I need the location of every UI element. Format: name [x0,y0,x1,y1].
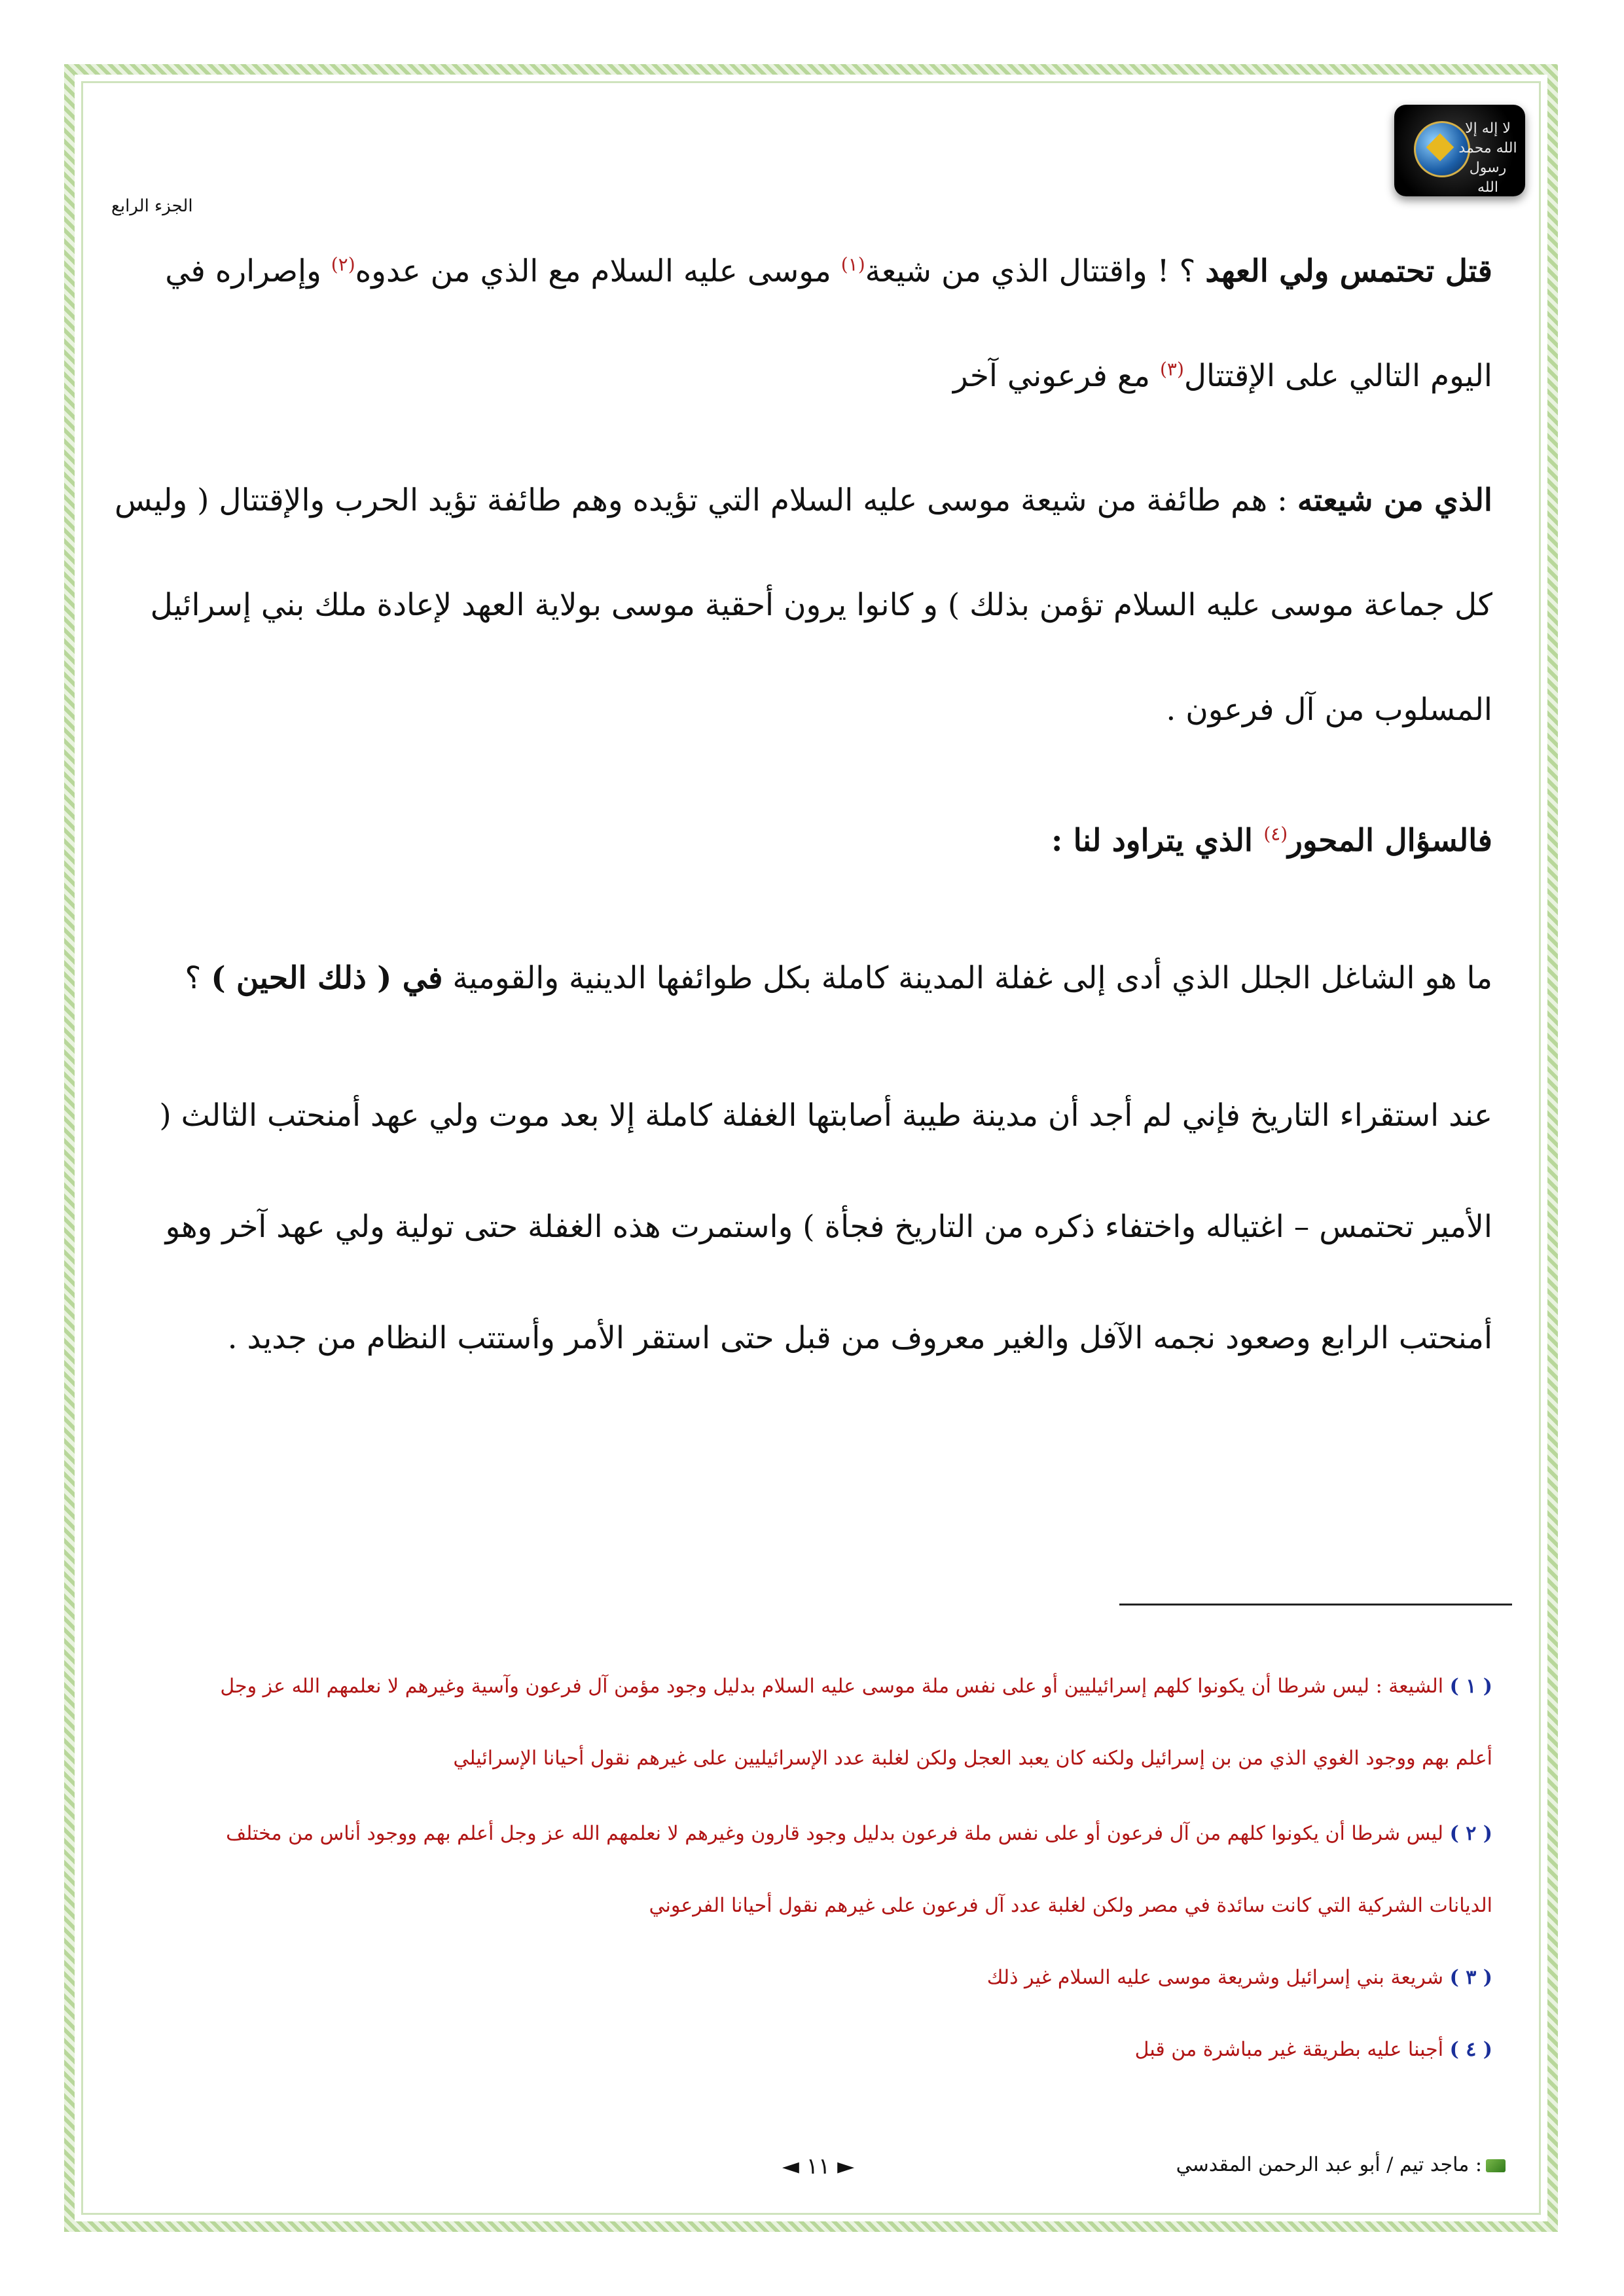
term-bold: الذي من شيعته [1297,482,1492,518]
heading-bold: قتل تحتمس ولي العهد [1205,253,1492,289]
pen-icon [1486,2159,1506,2172]
text-run: ما هو الشاغل الجلل الذي أدى إلى غفلة المدينة كاملة بكل طوائفها الدينية والقومية [442,960,1492,996]
paragraph-2-line-3: المسلوب من آل فرعون . [1166,692,1492,728]
footnote-text: أجبنا عليه بطريقة غير مباشرة من قبل [1134,2038,1450,2061]
question-bold: فالسؤال المحور [1288,823,1492,859]
footnote-ref-3[interactable]: (٣) [1159,358,1184,380]
footnote-number: ( ٤ ) [1449,2038,1492,2061]
emphasis-bold: في ( ذلك الحين ) [211,960,443,996]
author-name: : ماجد تيم / أبو عبد الرحمن المقدسي [1176,2153,1482,2176]
footnote-text: الشيعة : ليس شرطا أن يكونوا كلهم إسرائيليين أو على نفس ملة موسى عليه السلام بدليل وجود مؤمن آل فرعون وآسية وغيرهم لا نعلمهم الله عز وجل [220,1675,1450,1698]
paragraph-5-line-3: أمنحتب الرابع وصعود نجمه الآفل والغير معروف من قبل حتى استقر الأمر وأستتب النظام من جديد . [227,1320,1492,1356]
footnote-ref-2[interactable]: (٢) [331,253,355,276]
footnote-4 [131,2036,1492,2064]
text-run: اليوم التالي على الإقتتال [1183,358,1492,394]
text-run: مع فرعوني آخر [952,358,1160,394]
footnote-1-line-2: أعلم بهم ووجود الغوي الذي من بن إسرائيل ولكنه كان يعبد العجل ولكن لغلبة عدد الإسرائيليين على غيرهم نقول أحيانا الإسرائيلي [453,1747,1492,1770]
text-run: ؟ [185,960,211,996]
footnote-number: ( ٣ ) [1449,1966,1492,1989]
footnote-number: ( ١ ) [1449,1675,1492,1698]
footnote-3 [131,1964,1492,1992]
page-number: ◄ ١١ ► [782,2153,855,2179]
footnote-2-line-1 [131,1820,1492,1848]
footnote-ref-4[interactable]: (٤) [1263,823,1288,845]
paragraph-1-line-1 [131,249,1492,295]
paragraph-5-line-1: عند استقراء التاريخ فإني لم أجد أن مدينة طيبة أصابتها الغفلة كاملة إلا بعد موت ولي عهد أمنحتب الثالث ( [159,1098,1492,1134]
text-run: موسى عليه السلام مع الذي من عدوه [355,253,841,289]
paragraph-2-line-1 [115,478,1492,524]
footnote-separator [1119,1604,1512,1605]
paragraph-5-line-2: الأمير تحتمس – اغتياله واختفاء ذكره من التاريخ فجأة ) واستمرت هذه الغفلة حتى تولية ولي عهد آخر وهو [165,1209,1492,1245]
logo-text: لا إله إلا الله محمد رسول الله [1458,120,1517,196]
footnote-number: ( ٢ ) [1449,1822,1492,1845]
text-run: ؟ ! واقتتال الذي من شيعة [865,253,1206,289]
text-run: : هم طائفة من شيعة موسى عليه السلام التي تؤيده وهم طائفة تؤيد الحرب والإقتتال ( وليس [115,482,1297,518]
question-bold: الذي يتراود لنا : [1051,823,1264,859]
footnote-2-line-2: الديانات الشركية التي كانت سائدة في مصر ولكن لغلبة عدد آل فرعون على غيرهم نقول أحيانا الفرعوني [649,1894,1492,1917]
footnote-1-line-1 [131,1672,1492,1701]
footnote-ref-1[interactable]: (١) [840,253,865,276]
author-credit [1139,2153,1506,2176]
footnote-text: شريعة بني إسرائيل وشريعة موسى عليه السلام غير ذلك [986,1966,1450,1989]
paragraph-3 [131,818,1492,864]
logo [1394,105,1525,196]
part-label: الجزء الرابع [111,196,193,216]
paragraph-1-line-2 [131,353,1492,399]
paragraph-2-line-2: كل جماعة موسى عليه السلام تؤمن بذلك ) و كانوا يرون أحقية موسى بولاية العهد لإعادة ملك بني إسرائيل [150,587,1492,623]
paragraph-4 [131,956,1492,1001]
text-run: وإصراره في [165,253,331,289]
footnote-text: ليس شرطا أن يكونوا كلهم من آل فرعون أو على نفس ملة فرعون بدليل وجود قارون وغيرهم لا نعلمهم الله عز وجل أعلم بهم ووجود أناس من مختلف [226,1822,1450,1845]
